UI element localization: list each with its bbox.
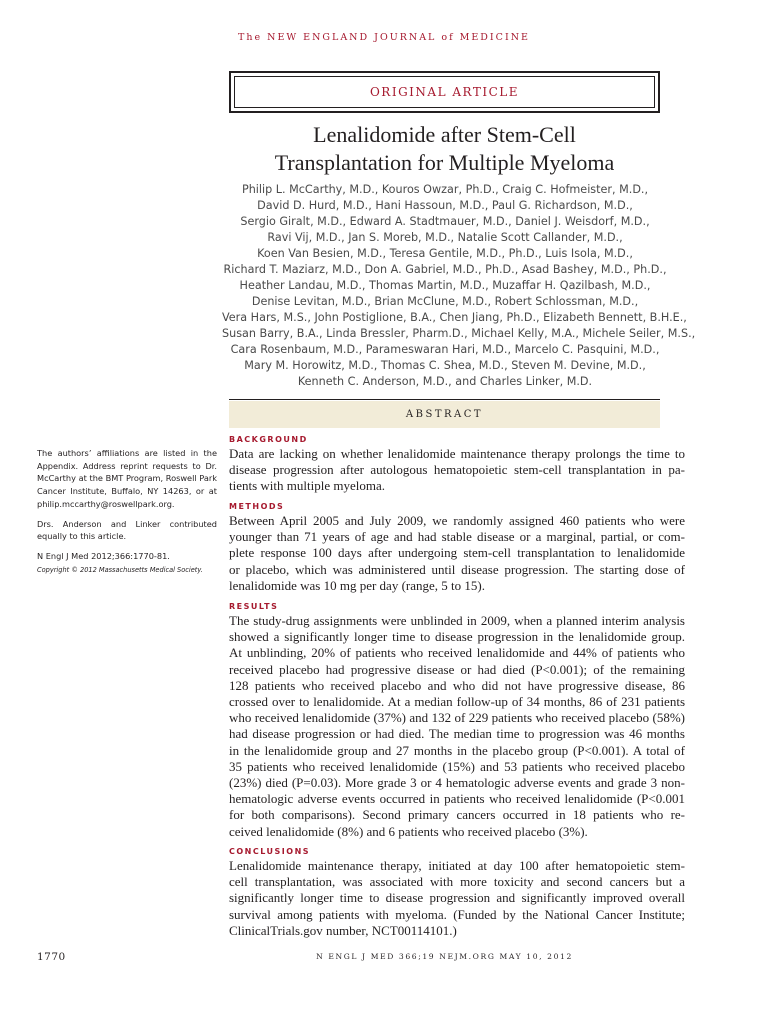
results-line: 35 patients who received lenalidomide (15%) and 53 patients who received placebo [229, 758, 685, 774]
background-line: tients with multiple myeloma. [229, 478, 385, 494]
article-type-frame [234, 76, 655, 108]
author-line: Vera Hars, M.S., John Postiglione, B.A., Chen Jiang, Ph.D., Elizabeth Bennett, B.H.E., [222, 311, 687, 324]
conclusions-line: significantly longer time to disease progression and significantly improved overall [229, 890, 685, 906]
results-line: The study-drug assignments were unblinded in 2009, when a planned interim analysis [229, 613, 685, 628]
results-line: hematologic adverse events occurred in patients who received lenalidomide (P<0.001 [229, 791, 685, 807]
results-line: for both comparisons). Second primary cancers occurred in 18 patients who re- [229, 807, 685, 823]
results-line: (23%) died (P=0.03). More grade 3 or 4 hematologic adverse events and grade 3 non- [229, 775, 685, 791]
results-line: At unblinding, 20% of patients who received lenalidomide and 44% of patients who [229, 645, 685, 661]
author-line: Ravi Vij, M.D., Jan S. Moreb, M.D., Natalie Scott Callander, M.D., [267, 231, 623, 244]
title-line: Transplantation for Multiple Myeloma [274, 150, 615, 175]
results-line: received placebo had progressive disease or had died (P<0.001); of the remaining [229, 661, 685, 677]
methods-text [229, 513, 685, 594]
author-line: Susan Barry, B.A., Linda Bressler, Pharm.D., Michael Kelly, M.A., Michele Seiler, M.S., [222, 327, 696, 340]
footer-citation: N ENGL J MED 366;19 NEJM.ORG MAY 10, 2012 [316, 952, 573, 961]
methods-heading: METHODS [229, 502, 285, 511]
affiliations-note: The authors’ affiliations are listed in the Appendix. Address reprint requests to Dr. McCarthy at the BMT Program, Roswell Park Cancer Institute, Buffalo, NY 14263, or at philip.mccarthy@roswellpark.org. [37, 448, 217, 509]
conclusions-heading: CONCLUSIONS [229, 847, 311, 856]
contribution-note: Drs. Anderson and Linker contributed equally to this article. [37, 518, 217, 542]
author-line: Philip L. McCarthy, M.D., Kouros Owzar, Ph.D., Craig C. Hofmeister, M.D., [241, 183, 649, 196]
abstract-heading-bar [229, 401, 660, 428]
background-line: disease progression after autologous hematopoietic stem-cell transplantation in pa- [229, 462, 685, 478]
author-line: Heather Landau, M.D., Thomas Martin, M.D., Muzaffar H. Qazilbash, M.D., [239, 279, 651, 292]
author-line: Sergio Giralt, M.D., Edward A. Stadtmauer, M.D., Daniel J. Weisdorf, M.D., [240, 215, 650, 228]
methods-line: or placebo, which was administered until disease progression. The starting dose of [229, 561, 685, 577]
author-line: Denise Levitan, M.D., Brian McClune, M.D., Robert Schlossman, M.D., [251, 295, 639, 308]
copyright-note: Copyright © 2012 Massachusetts Medical Society. [37, 565, 203, 574]
methods-line: lenalidomide was 10 mg per day (range, 5 to 15). [229, 577, 485, 593]
methods-line: Between April 2005 and July 2009, we randomly assigned 460 patients who were [229, 513, 685, 528]
abstract-heading: ABSTRACT [405, 409, 484, 420]
background-line: Data are lacking on whether lenalidomide maintenance therapy prolongs the time to [229, 446, 685, 461]
article-title [229, 121, 660, 177]
conclusions-line: survival among patients with myeloma. (Funded by the National Cancer Institute; [229, 906, 685, 922]
author-line: Koen Van Besien, M.D., Teresa Gentile, M.D., Ph.D., Luis Isola, M.D., [257, 247, 633, 260]
author-list [222, 182, 696, 390]
author-line: David D. Hurd, M.D., Hani Hassoun, M.D., Paul G. Richardson, M.D., [257, 199, 633, 212]
author-line: Richard T. Maziarz, M.D., Don A. Gabriel, M.D., Ph.D., Asad Bashey, M.D., Ph.D., [223, 263, 667, 276]
methods-line: younger than 71 years of age and had stable disease or a marginal, partial, or com- [229, 529, 685, 545]
results-line: had disease progression or had died. The median time to progression was 46 months [229, 726, 685, 742]
journal-header: The NEW ENGLAND JOURNAL of MEDICINE [238, 32, 530, 43]
results-line: 128 patients who received placebo and who did not have progressive disease, 86 [229, 677, 685, 693]
results-line: crossed over to lenalidomide. At a median follow-up of 34 months, 86 of 231 patients [229, 694, 685, 710]
conclusions-line: cell transplantation, was associated with more toxicity and second cancers but a [229, 874, 685, 890]
results-heading: RESULTS [229, 602, 279, 611]
journal-citation: N Engl J Med 2012;366:1770-81. [37, 550, 170, 561]
author-line: Cara Rosenbaum, M.D., Parameswaran Hari, M.D., Marcelo C. Pasquini, M.D., [230, 343, 660, 356]
abstract-top-rule [229, 399, 660, 400]
page-number: 1770 [37, 951, 66, 963]
conclusions-text [229, 858, 685, 939]
results-text [229, 613, 685, 840]
results-line: ceived lenalidomide (8%) and 6 patients who received placebo (3%). [229, 823, 588, 839]
conclusions-line: ClinicalTrials.gov number, NCT00114101.) [229, 922, 457, 938]
article-sidebar [37, 447, 217, 583]
results-line: in the lenalidomide group and 27 months in the placebo group (P<0.001). A total of [229, 742, 685, 758]
article-type-label: ORIGINAL ARTICLE [369, 85, 520, 99]
background-text [229, 446, 685, 495]
title-line: Lenalidomide after Stem-Cell [313, 122, 576, 147]
conclusions-line: Lenalidomide maintenance therapy, initiated at day 100 after hematopoietic stem- [229, 858, 685, 873]
methods-line: plete response 100 days after undergoing stem-cell transplantation to lenalidomide [229, 545, 685, 561]
background-heading: BACKGROUND [229, 435, 308, 444]
results-line: showed a significantly longer time to disease progression in the lenalidomide group. [229, 629, 685, 645]
article-type-box [229, 71, 660, 113]
author-line: Mary M. Horowitz, M.D., Thomas C. Shea, M.D., Steven M. Devine, M.D., [244, 359, 646, 372]
results-line: who received lenalidomide (37%) and 132 of 229 patients who received placebo (58%) [229, 710, 685, 726]
author-line: Kenneth C. Anderson, M.D., and Charles Linker, M.D. [297, 375, 593, 388]
